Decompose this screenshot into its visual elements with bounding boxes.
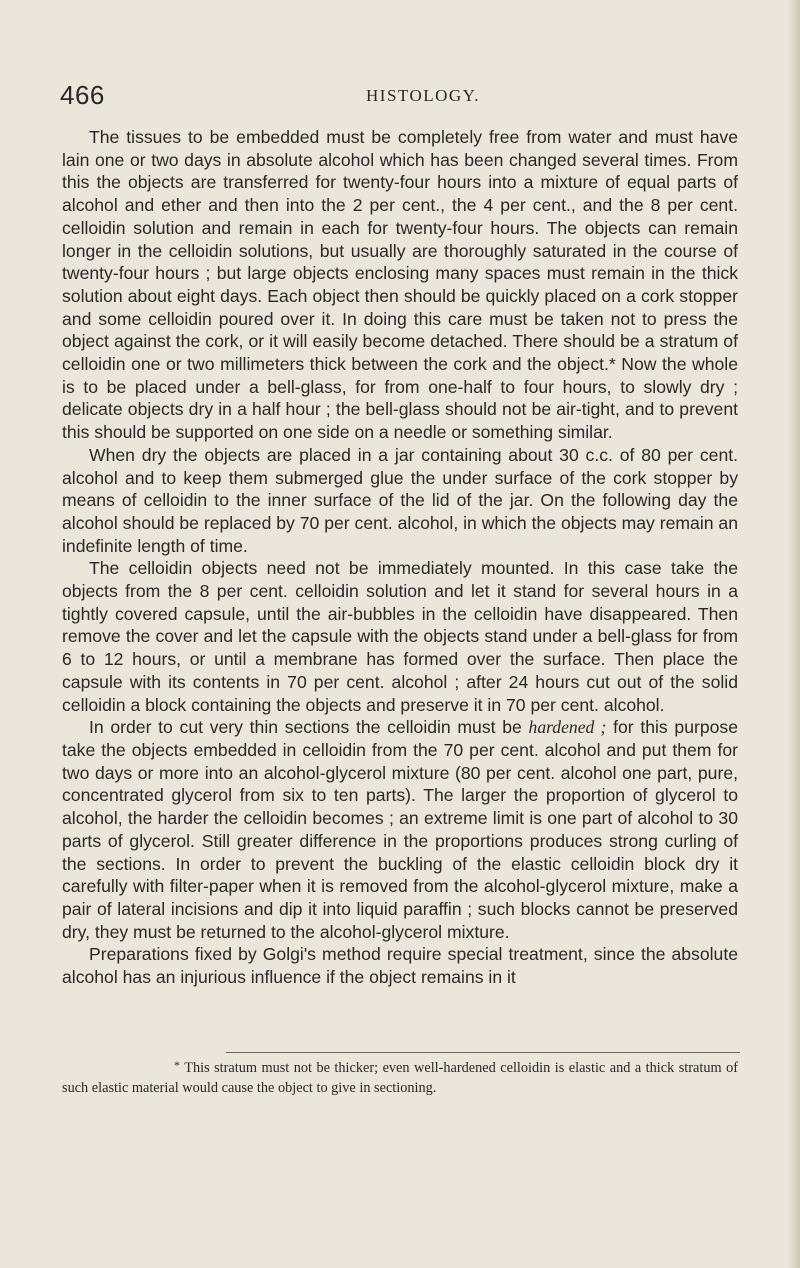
footnote	[62, 1056, 738, 1098]
hardened-emphasis: hardened ;	[528, 717, 607, 738]
hardening-rest: for this purpose take the objects embedded in celloidin from the 70 per cent. alcohol and put them for two days or more into an alcohol-glycerol mixture (80 per cent. alcohol one part, pure, concentrated glycerol from six to ten parts). The larger the proportion of glycerol to alcohol, the harder the celloidin becomes ; an extreme limit is one part of alcohol to 30 parts of glycerol. Still greater difference in the proportions produces strong curling of the sections. In order to prevent the buckling of the elastic celloidin block dry it carefully with filter-paper when it is removed from the alcohol-glycerol mixture, make a pair of lateral incisions and dip it into liquid paraffin ; such blocks cannot be preserved dry, they must be returned to the alcohol-glycerol mixture.	[62, 717, 738, 942]
paragraph-drying: When dry the objects are placed in a jar containing about 30 c.c. of 80 per cent. alcohol and to keep them submerged glue the under surface of the cork stopper by means of celloidin to the inner surface of the lid of the jar. On the following day the alcohol should be replaced by 70 per cent. alcohol, in which the objects may remain an indefinite length of time.	[62, 444, 738, 556]
paragraph-golgi: Preparations fixed by Golgi's method require special treatment, since the absolute alcohol has an injurious influence if the object remains in it	[62, 944, 738, 988]
footnote-rule	[226, 1052, 740, 1053]
footnote-marker: *	[174, 1058, 180, 1072]
paragraph-embedding: The tissues to be embedded must be completely free from water and must have lain one or two days in absolute alcohol which has been changed several times. From this the objects are transferred for twenty-four hours into a mixture of equal parts of alcohol and ether and then into the 2 per cent., the 4 per cent., and the 8 per cent. celloidin solution and remain in each for twenty-four hours. The objects can remain longer in the celloidin solutions, but usually are thoroughly saturated in the course of twenty-four hours ; but large objects enclosing many spaces must remain in the thick solution about eight days. Each object then should be quickly placed on a cork stopper and some celloidin poured over it. In doing this care must be taken not to press the object against the cork, or it will easily become detached. There should be a stratum of celloidin one or two millimeters thick between the cork and the object.* Now the whole is to be placed under a bell-glass, for from one-half to four hours, to slowly dry ; delicate objects dry in a half hour ; the bell-glass should not be air-tight, and to prevent this should be supported on one side on a needle or something similar.	[62, 127, 738, 443]
running-title: HISTOLOGY.	[366, 86, 481, 105]
paragraph-hardening	[62, 716, 738, 943]
paragraph-mounting: The celloidin objects need not be immediately mounted. In this case take the objects from the 8 per cent. celloidin solution and let it stand for several hours in a tightly covered capsule, until the air-bubbles in the celloidin have disappeared. Then remove the cover and let the capsule with the objects stand under a bell-glass for from 6 to 12 hours, or until a membrane has formed over the surface. Then place the capsule with its contents in 70 per cent. alcohol ; after 24 hours cut out of the solid celloidin a block containing the objects and preserve it in 70 per cent. alcohol.	[62, 558, 738, 715]
page-number: 466	[60, 80, 105, 110]
page-edge-shadow	[788, 0, 800, 1268]
hardening-intro: In order to cut very thin sections the celloidin must be	[89, 717, 529, 738]
body-text	[62, 126, 738, 989]
page-header	[60, 74, 740, 114]
footnote-text: This stratum must not be thicker; even well-hardened celloidin is elastic and a thick stratum of such elastic material would cause the object to give in sectioning.	[62, 1060, 738, 1096]
